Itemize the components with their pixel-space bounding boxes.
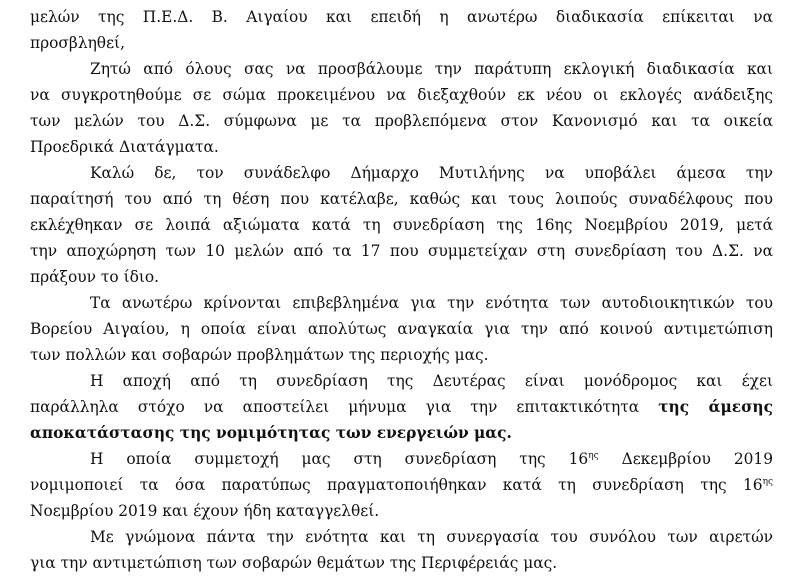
text-line: Με γνώμονα πάντα την ενότητα και τη συνεργασία του συνόλου των αιρετών bbox=[90, 528, 773, 546]
ordinal-suffix: ης bbox=[762, 476, 773, 487]
text-line: Βορείου Αιγαίου, η οποία είναι απολύτως αναγκαία για την από κοινού αντιμετώπιση bbox=[30, 320, 773, 338]
text-line: Καλώ δε, τον συνάδελφο Δήμαρχο Μυτιλήνης να υποβάλει άμεσα την bbox=[90, 164, 773, 182]
paragraph-request-reelection bbox=[30, 56, 773, 160]
text-span: νομιμοποιεί τα όσα παρατύπως πραγματοποιήθηκαν κατά τη συνεδρίαση της 16 bbox=[30, 476, 763, 494]
text-line: μελών της Π.Ε.Δ. Β. Αιγαίου και επειδή η ανωτέρω διαδικασία επίκειται να bbox=[30, 8, 773, 26]
paragraph-closing bbox=[30, 524, 773, 576]
text-line: προσβληθεί, bbox=[30, 34, 125, 52]
text-line: Νοεμβρίου 2019 και έχουν ήδη καταγγελθεί. bbox=[30, 502, 380, 520]
text-line bbox=[30, 472, 773, 498]
text-line: να συγκροτηθούμε σε σώμα προκειμένου να διεξαχθούν εκ νέου οι εκλογές ανάδειξης bbox=[30, 86, 773, 104]
text-line bbox=[30, 446, 773, 472]
paragraph-election-challenge bbox=[30, 4, 773, 56]
paragraph-participation bbox=[30, 446, 773, 524]
text-line: των πολλών και σοβαρών προβλημάτων της περιοχής μας. bbox=[30, 346, 489, 364]
text-line: Η αποχή από τη συνεδρίαση της Δευτέρας είναι μονόδρομος και έχει bbox=[90, 372, 773, 390]
text-span: παράλληλα στόχο να αποστείλει μήνυμα για την επιτακτικότητα bbox=[30, 398, 659, 416]
text-line: εκλέχθηκαν σε λοιπά αξιώματα κατά τη συνεδρίαση της 16ης Νοεμβρίου 2019, μετά bbox=[30, 216, 773, 234]
paragraph-call-resignation bbox=[30, 160, 773, 290]
text-line: Προεδρικά Διατάγματα. bbox=[30, 138, 219, 156]
text-line: Ζητώ από όλους σας να προσβάλουμε την παράτυπη εκλογική διαδικασία και bbox=[90, 60, 773, 78]
bold-text-line: αποκατάστασης της νομιμότητας των ενεργειών μας. bbox=[30, 424, 512, 442]
text-line: παραίτησή του από τη θέση που κατέλαβε, καθώς και τους λοιπούς συναδέλφους που bbox=[30, 190, 773, 208]
text-line: πράξουν το ίδιο. bbox=[30, 268, 160, 286]
text-line: για την αντιμετώπιση των σοβαρών θεμάτων της Περιφέρειάς μας. bbox=[30, 554, 558, 572]
text-line bbox=[30, 394, 773, 420]
text-line: την αποχώρηση των 10 μελών από τα 17 που συμμετείχαν στη συνεδρίαση του Δ.Σ. να bbox=[30, 242, 773, 260]
text-span: Η οποία συμμετοχή μας στη συνεδρίαση της 16 bbox=[90, 450, 589, 468]
paragraph-unity bbox=[30, 290, 773, 368]
text-span: Δεκεμβρίου 2019 bbox=[598, 450, 773, 468]
document-body bbox=[30, 4, 773, 576]
ordinal-suffix: ης bbox=[588, 450, 599, 461]
paragraph-abstention bbox=[30, 368, 773, 446]
text-line: Τα ανωτέρω κρίνονται επιβεβλημένα για την ενότητα των αυτοδιοικητικών του bbox=[90, 294, 773, 312]
bold-text: της άμεσης bbox=[658, 398, 773, 416]
text-line: των μελών του Δ.Σ. σύμφωνα με τα προβλεπόμενα στον Κανονισμό και τα οικεία bbox=[30, 112, 773, 130]
